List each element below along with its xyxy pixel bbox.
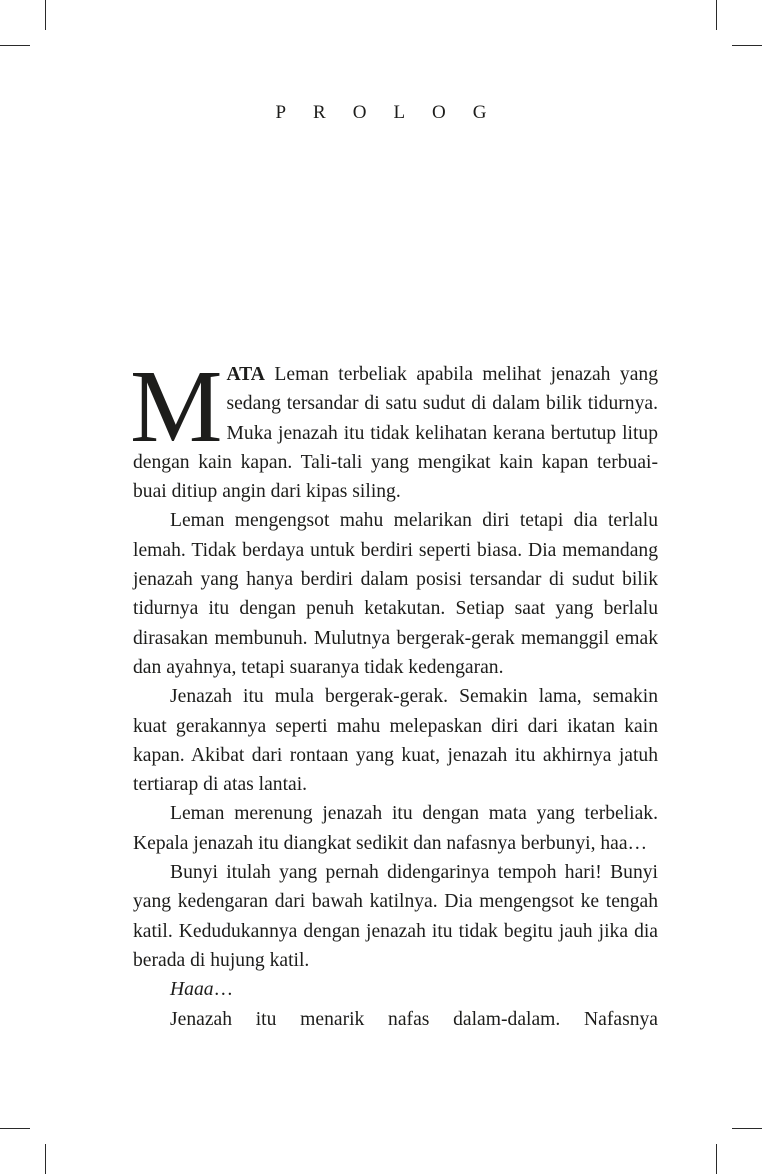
paragraph-6-italic: Haaa — [170, 979, 214, 1001]
paragraph-3: Jenazah itu mula bergerak-gerak. Semakin lama, semakin kuat gerakannya seperti mahu melepaskan diri dari ikatan kain kapan. Akibat dari rontaan yang kuat, jenazah itu akhirnya jatuh tertiarap di atas lantai. — [133, 686, 658, 796]
paragraph-2: Leman mengengsot mahu melarikan diri tetapi dia terlalu lemah. Tidak berdaya untuk berdiri seperti biasa. Dia memandang jenazah yang hanya berdiri dalam posisi tersandar di sudut bilik tidurnya itu dengan penuh ketakutan. Setiap saat yang berlalu dirasakan membunuh. Mulutnya bergerak-gerak memanggil emak dan ayahnya, tetapi suaranya tidak kedengaran. — [133, 510, 658, 678]
lead-word: ATA — [226, 364, 265, 385]
crop-mark-bottom-right-horizontal — [732, 1128, 762, 1129]
crop-mark-bottom-right-vertical — [716, 1144, 717, 1174]
crop-mark-top-right-horizontal — [732, 45, 762, 46]
paragraph-6-rest: … — [213, 979, 234, 1001]
drop-cap: M — [130, 349, 223, 464]
crop-mark-bottom-left-horizontal — [0, 1128, 30, 1129]
paragraph-1-text: Leman terbeliak apabila melihat jenazah yang sedang tersandar di satu sudut di dalam bilik tidurnya. Muka jenazah itu tidak kelihatan kerana bertutup litup dengan kain kapan. Tali-tali yang mengikat kain kapan terbuai-buai ditiup angin dari kipas siling. — [133, 364, 658, 503]
crop-mark-top-left-horizontal — [0, 45, 30, 46]
crop-mark-top-left-vertical — [45, 0, 46, 30]
paragraph-4: Leman merenung jenazah itu dengan mata yang terbeliak. Kepala jenazah itu diangkat sedikit dan nafasnya berbunyi, haa… — [133, 803, 658, 854]
paragraph-1 — [130, 349, 658, 506]
paragraph-7: Jenazah itu menarik nafas dalam-dalam. Nafasnya — [170, 1008, 658, 1030]
chapter-title: PROLOG — [275, 102, 514, 123]
paragraph-5: Bunyi itulah yang pernah didengarinya tempoh hari! Bunyi yang kedengaran dari bawah katilnya. Dia mengengsot ke tengah katil. Kedudukannya dengan jenazah itu tidak begitu jauh jika dia berada di hujung katil. — [133, 862, 658, 971]
crop-mark-top-right-vertical — [716, 0, 717, 30]
crop-mark-bottom-left-vertical — [45, 1144, 46, 1174]
paragraph-6 — [133, 975, 658, 1004]
body-text — [130, 349, 658, 1034]
